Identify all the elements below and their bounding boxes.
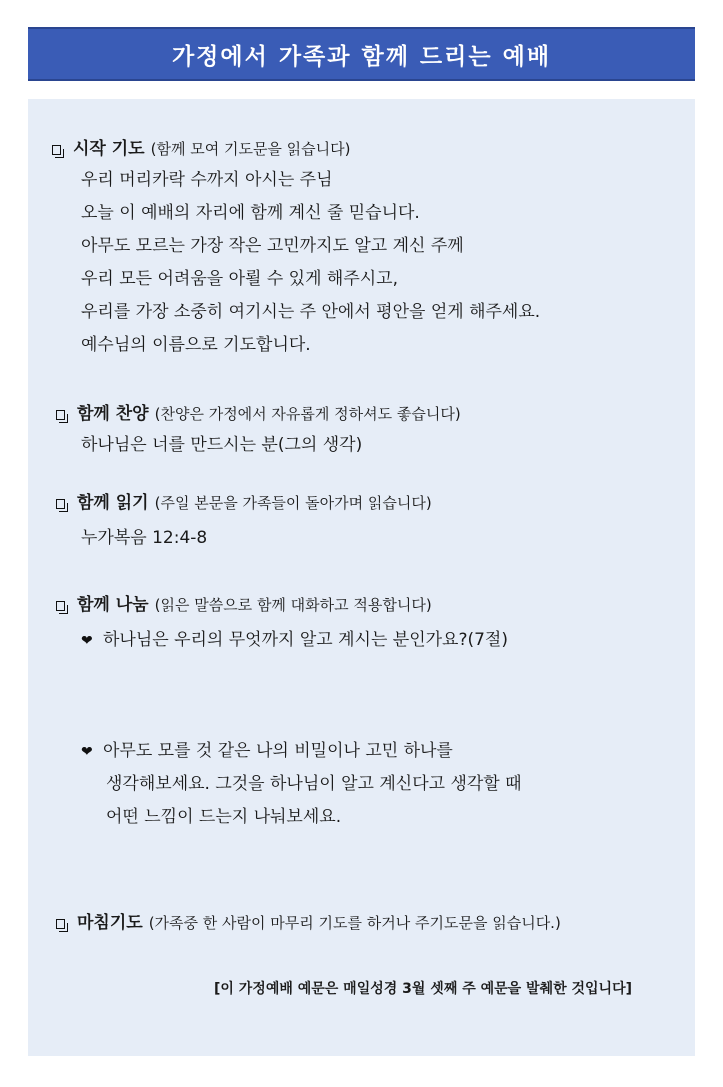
section-title: 함께 나눔 (77, 595, 149, 615)
source-footnote: [이 가정예배 예문은 매일성경 3월 셋째 주 예문을 발췌한 것입니다] (213, 981, 632, 997)
section-title: 함께 찬양 (77, 404, 149, 424)
section-note: (가족중 한 사람이 마무리 기도를 하거나 주기도문을 읽습니다.) (148, 914, 561, 932)
worship-content-panel (28, 99, 695, 1056)
section-reading-heading (56, 488, 432, 513)
scripture-reference: 누가복음 12:4-8 (81, 528, 208, 548)
section-note: (읽은 말씀으로 함께 대화하고 적용합니다) (154, 596, 432, 614)
question-text: 하나님은 우리의 무엇까지 알고 계시는 분인가요?(7절) (103, 630, 508, 650)
checkbox-square-icon (56, 499, 65, 509)
section-note: (주일 본문을 가족들이 돌아가며 읽습니다) (154, 494, 432, 512)
section-note: (함께 모여 기도문을 읽습니다) (150, 140, 351, 158)
section-title: 마침기도 (77, 913, 143, 933)
question-text-continued: 생각해보세요. 그것을 하나님이 알고 계신다고 생각할 때 (106, 774, 522, 794)
title-banner (28, 27, 695, 81)
checkbox-square-icon (56, 919, 65, 929)
section-title: 시작 기도 (73, 139, 145, 159)
discussion-question (81, 625, 508, 650)
prayer-line: 우리 머리카락 수까지 아시는 주님 (81, 170, 333, 190)
heart-icon: ❤ (81, 633, 93, 649)
section-closing-prayer-heading (56, 908, 561, 933)
prayer-line: 우리 모든 어려움을 아뢸 수 있게 해주시고, (81, 269, 399, 289)
praise-song-line: 하나님은 너를 만드시는 분(그의 생각) (81, 435, 363, 455)
discussion-question (81, 736, 453, 761)
section-note: (찬양은 가정에서 자유롭게 정하셔도 좋습니다) (154, 405, 461, 423)
section-opening-prayer-heading (52, 134, 351, 159)
section-title: 함께 읽기 (77, 493, 149, 513)
checkbox-square-icon (52, 145, 61, 155)
prayer-line: 오늘 이 예배의 자리에 함께 계신 줄 믿습니다. (81, 203, 420, 223)
heart-icon: ❤ (81, 744, 93, 760)
section-sharing-heading (56, 590, 432, 615)
question-text: 아무도 모를 것 같은 나의 비밀이나 고민 하나를 (103, 741, 453, 761)
prayer-line: 우리를 가장 소중히 여기시는 주 안에서 평안을 얻게 해주세요. (81, 302, 541, 322)
page-title: 가정에서 가족과 함께 드리는 예배 (171, 43, 552, 70)
section-praise-heading (56, 399, 461, 424)
checkbox-square-icon (56, 601, 65, 611)
prayer-line: 예수님의 이름으로 기도합니다. (81, 335, 311, 355)
prayer-line: 아무도 모르는 가장 작은 고민까지도 알고 계신 주께 (81, 236, 464, 256)
checkbox-square-icon (56, 410, 65, 420)
question-text-continued: 어떤 느낌이 드는지 나눠보세요. (106, 807, 342, 827)
